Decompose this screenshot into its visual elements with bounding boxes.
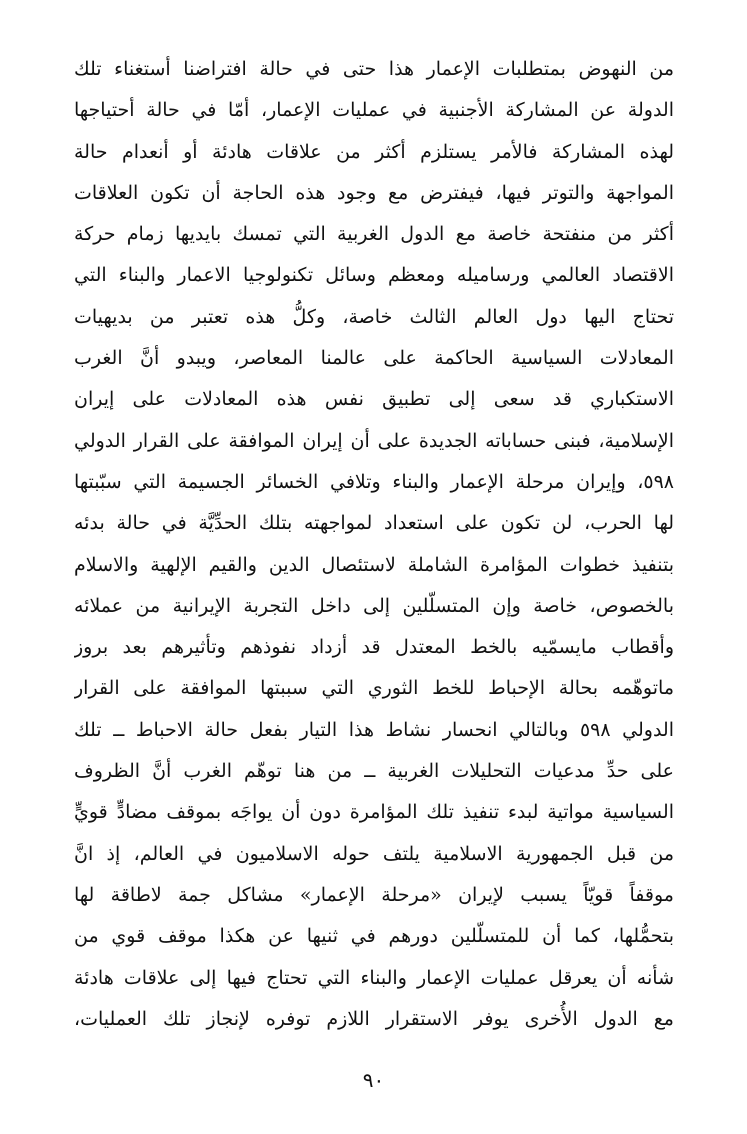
text-line: بتحمُّلها، كما أن للمتسلّلين دورهم في ثنيها عن هكذا موقف قوي من (74, 925, 674, 948)
text-line: بالخصوص، خاصة وإن المتسلّلين إلى داخل التجربة الإيرانية من عملائه (74, 594, 674, 617)
text-line: وأقطاب مايسمّيه بالخط المعتدل قد أزداد نفوذهم وتأثيرهم بعد بروز (74, 636, 674, 659)
text-line: من النهوض بمتطلبات الإعمار هذا حتى في حالة افتراضنا أستغناء تلك (74, 58, 674, 80)
text-line: المعادلات السياسية الحاكمة على عالمنا المعاصر، ويبدو أنَّ الغرب (74, 347, 674, 370)
page-number: ٩٠ (362, 1068, 385, 1092)
text-line: الإسلامية، فبنى حساباته الجديدة على أن إيران الموافقة على القرار الدولي (74, 429, 674, 452)
text-line: ماتوهّمه بحالة الإحباط للخط الثوري التي سببتها الموافقة على القرار (74, 677, 674, 700)
text-line: بتنفيذ خطوات المؤامرة الشاملة لاستئصال الدين والقيم الإلهية والاسلام (74, 553, 674, 576)
text-line: موقفاً قويّاً يسبب لإيران «مرحلة الإعمار» مشاكل جمة لاطاقة لها (74, 883, 674, 906)
text-line: لهذه المشاركة فالأمر يستلزم أكثر من علاقات هادئة أو أنعدام حالة (74, 140, 674, 163)
text-line: المواجهة والتوتر فيها، فيفترض مع وجود هذه الحاجة أن تكون العلاقات (74, 181, 674, 204)
text-line: أكثر من منفتحة خاصة مع الدول الغربية التي تمسك بايديها زمام حركة (74, 223, 674, 246)
text-line: ٥٩٨، وإيران مرحلة الإعمار والبناء وتلافي الخسائر الجسيمة التي سبّبتها (74, 470, 674, 493)
text-line: شأنه أن يعرقل عمليات الإعمار والبناء التي تحتاج فيها إلى علاقات هادئة (74, 966, 674, 989)
text-line: تحتاج اليها دول العالم الثالث خاصة، وكلُّ هذه تعتبر من بديهيات (74, 305, 674, 328)
text-line: لها الحرب، لن تكون على استعداد لمواجهته بتلك الحدِّيَّة في حالة بدئه (74, 512, 674, 535)
text-line: من قبل الجمهورية الاسلامية يلتف حوله الاسلاميون في العالم، إذ انَّ (74, 842, 674, 865)
text-line: على حدِّ مدعيات التحليلات الغربية ــ من هنا توهّم الغرب أنَّ الظروف (74, 760, 674, 783)
text-line: الدولي ٥٩٨ وبالتالي انحسار نشاط هذا التيار بفعل حالة الاحباط ــ تلك (74, 718, 674, 741)
body-text (74, 49, 674, 1040)
text-line: الاقتصاد العالمي ورساميله ومعظم وسائل تكنولوجيا الاعمار والبناء التي (74, 264, 674, 287)
text-line: السياسية مواتية لبدء تنفيذ تلك المؤامرة دون أن يواجَه بموقف مضادٍّ قويٍّ (74, 801, 674, 824)
text-line: الدولة عن المشاركة الأجنبية في عمليات الإعمار، أمّا في حالة أحتياجها (74, 99, 674, 122)
text-line: مع الدول الأُخرى يوفر الاستقرار اللازم توفره لإنجاز تلك العمليات، (74, 1007, 674, 1030)
text-line: الاستكباري قد سعى إلى تطبيق نفس هذه المعادلات على إيران (74, 388, 674, 411)
